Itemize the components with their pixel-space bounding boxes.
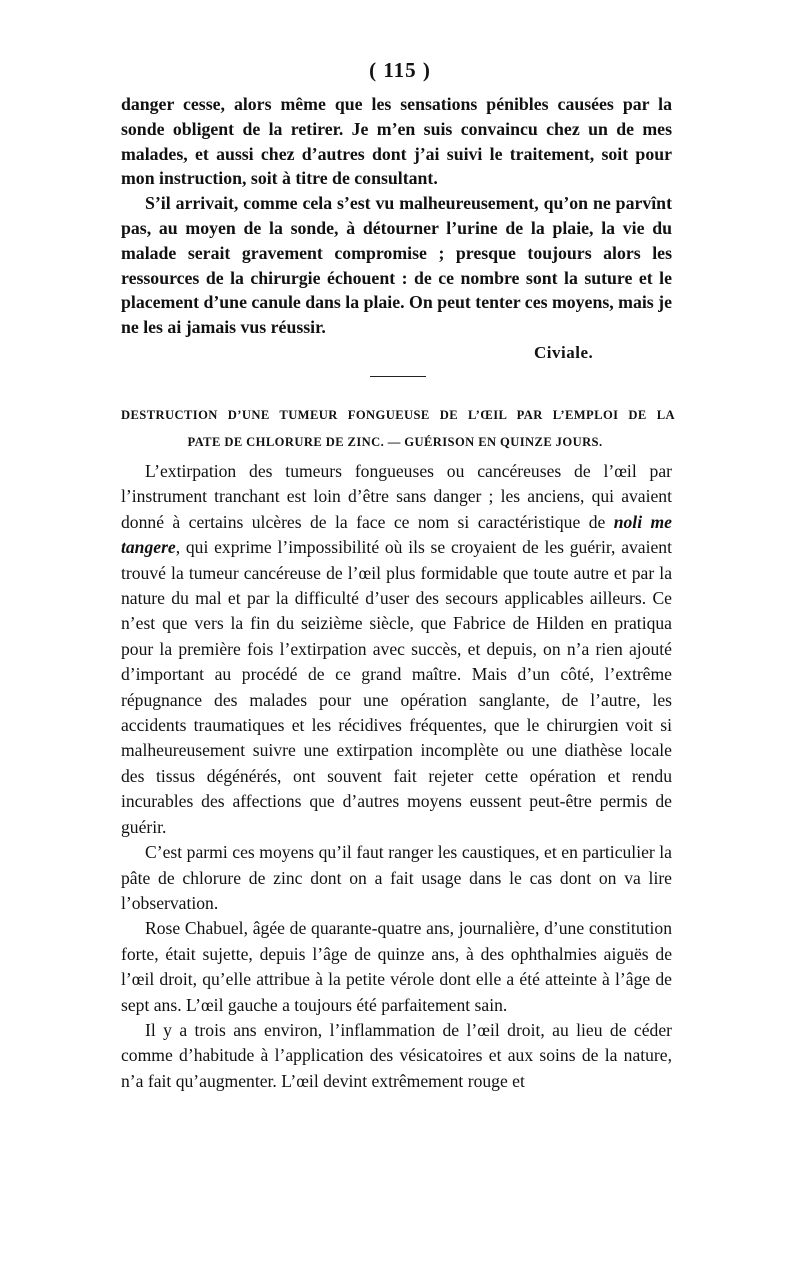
latin-phrase: noli me tangere xyxy=(121,511,672,558)
paragraph: S’il arrivait, comme cela s’est vu malheureusement, qu’on ne parvînt pas, au moyen de la sonde, à détourner l’urine de la plaie, la vie du malade serait gravement compromise ; presque toujours alors les ressources de la chirurgie échouent : de ce nombre sont la suture et le placement d’une canule dans la plaie. On peut tenter ces moyens, mais je ne les ai jamais vus réussir. xyxy=(121,193,672,338)
article-title-line-2: PATE DE CHLORURE DE ZINC. — GUÉRISON EN QUINZE JOURS. xyxy=(187,435,603,449)
page-number: ( 115 ) xyxy=(369,58,431,82)
section-divider xyxy=(370,376,426,377)
previous-article-text xyxy=(121,92,672,340)
paragraph: danger cesse, alors même que les sensations pénibles causées par la sonde obligent de la retirer. Je m’en suis convaincu chez un de mes malades, et aussi chez d’autres dont j’ai suivi le traitement, soit pour mon instruction, soit à titre de consultant. xyxy=(121,94,672,189)
paragraph-text: L’extirpation des tumeurs fongueuses ou cancéreuses de l’œil par l’instrument tranchant est loin d’être sans danger ; les anciens, qui avaient donné à certains ulcères de la face ce nom si caractéristique de xyxy=(121,461,672,532)
paragraph xyxy=(121,459,672,840)
article-title-line-1: DESTRUCTION D’UNE TUMEUR FONGUEUSE DE L’ŒIL PAR L’EMPLOI DE LA xyxy=(121,408,675,422)
paragraph: Il y a trois ans environ, l’inflammation de l’œil droit, au lieu de céder comme d’habitude à l’application des vésicatoires et aux soins de la nature, n’a fait qu’augmenter. L’œil devint extrêmement rouge et xyxy=(121,1019,672,1091)
paragraph: Rose Chabuel, âgée de quarante-quatre ans, journalière, d’une constitution forte, était sujette, depuis l’âge de quinze ans, à des ophthalmies aiguës de l’œil droit, qu’elle attribue à la petite vérole dont elle a été atteinte à l’âge de sept ans. L’œil gauche a toujours été parfaitement sain. xyxy=(121,918,672,1015)
paragraph-text: , qui exprime l’impossibilité où ils se croyaient de les guérir, avaient trouvé la tumeur cancéreuse de l’œil plus formidable que toute autre et par la nature du mal et par la difficulté d’user des secours applicables ailleurs. Ce n’est que vers la fin du seizième siècle, que Fabrice de Hilden en pratiqua pour la première fois l’extirpation avec succès, et depuis, on n’a rien ajouté d’important au procédé de ce grand maître. Mais d’un côté, l’extrême répugnance des malades pour une opération sanglante, de l’autre, les accidents traumatiques et les récidives fréquentes, que le chirurgien voit si malheureusement suivre une extirpation incomplète ou une diathèse locale des tissus dégénérés, ont souvent fait rejeter cette opération et rendu incurables des affections que d’autres moyens eussent peut-être permis de guérir. xyxy=(121,537,672,837)
paragraph: C’est parmi ces moyens qu’il faut ranger les caustiques, et en particulier la pâte de chlorure de zinc dont on a fait usage dans le cas dont on va lire l’observation. xyxy=(121,842,672,913)
article-body xyxy=(121,459,672,1094)
article-title xyxy=(121,402,675,456)
author-signature: Civiale. xyxy=(534,343,594,362)
